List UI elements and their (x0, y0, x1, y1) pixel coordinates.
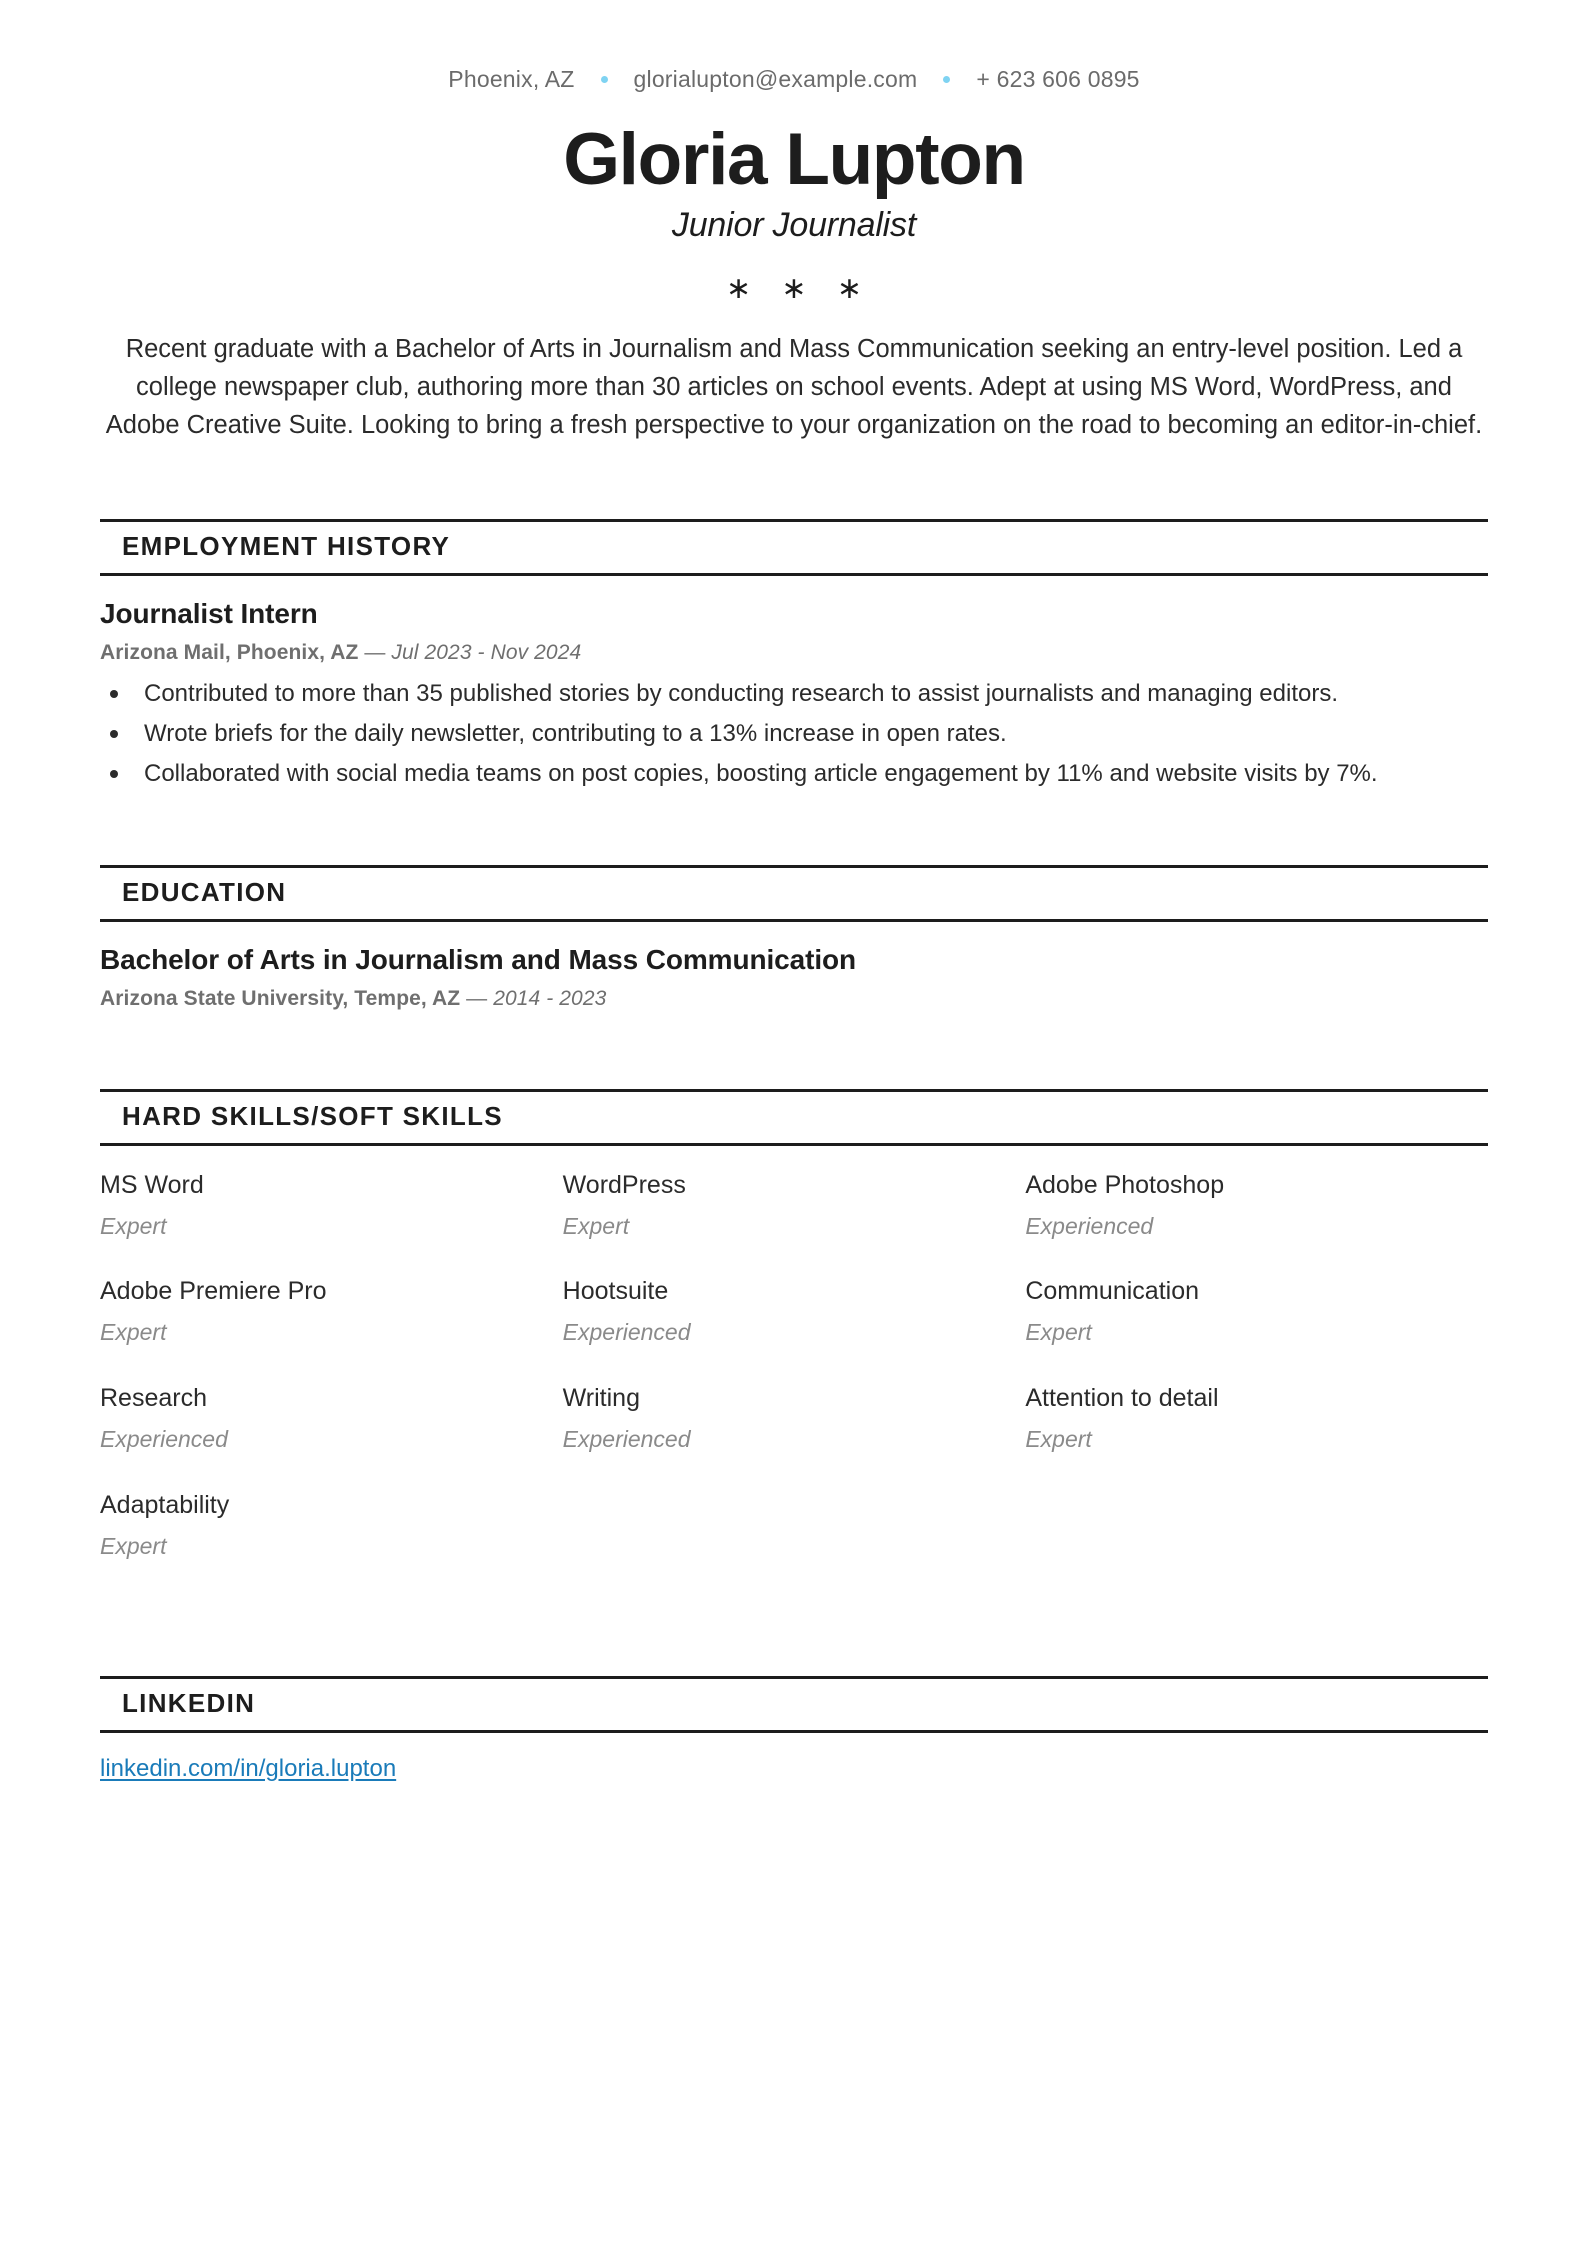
skill-item (1025, 1383, 1488, 1490)
list-item: Contributed to more than 35 published stories by conducting research to assist journalists and managing editors. (100, 677, 1488, 711)
employment-job-title: Journalist Intern (100, 598, 318, 630)
section-linkedin (100, 1676, 1488, 1783)
candidate-job-title: Junior Journalist (671, 206, 917, 245)
contact-line (0, 0, 1588, 93)
skill-name: Communication (1025, 1277, 1200, 1306)
linkedin-profile-link[interactable]: linkedin.com/in/gloria.lupton (100, 1754, 397, 1782)
skills-grid (100, 1170, 1488, 1596)
contact-phone: + 623 606 0895 (976, 66, 1140, 92)
list-item: Collaborated with social media teams on post copies, boosting article engagement by 11% and website visits by 7%. (100, 757, 1488, 791)
professional-summary: Recent graduate with a Bachelor of Arts in Journalism and Mass Communication seeking an entry-level position. Led a college newspaper club, authoring more than 30 articles on school events. Adept at using MS Word, WordPress, and Adobe Creative Suite. Looking to bring a fresh perspective to your organization on the road to becoming an editor-in-chief. (105, 335, 1483, 440)
employment-dates: Jul 2023 - Nov 2024 (391, 641, 582, 665)
skill-item (100, 1276, 563, 1383)
skill-level: Experienced (100, 1425, 228, 1452)
education-entry (100, 944, 1488, 1011)
skill-level: Expert (100, 1212, 167, 1239)
skill-name: Adobe Photoshop (1025, 1170, 1225, 1199)
list-item: Wrote briefs for the daily newsletter, contributing to a 13% increase in open rates. (100, 717, 1488, 751)
skill-name: Hootsuite (562, 1277, 669, 1306)
skill-level: Experienced (1025, 1212, 1154, 1239)
skill-level: Expert (100, 1532, 167, 1559)
section-header-skills (100, 1089, 1488, 1146)
skill-level: Experienced (562, 1425, 691, 1452)
skill-item (563, 1170, 1026, 1277)
skill-name: MS Word (100, 1170, 204, 1199)
skill-item (1025, 1170, 1488, 1277)
linkedin-link-row (100, 1755, 1488, 1783)
education-dates: 2014 - 2023 (493, 987, 607, 1010)
skill-level: Expert (1025, 1425, 1092, 1452)
section-title-education: EDUCATION (122, 877, 287, 908)
candidate-name: Gloria Lupton (563, 119, 1025, 200)
skill-level: Experienced (562, 1319, 691, 1346)
contact-separator-dot-icon (943, 76, 950, 83)
skill-item (563, 1383, 1026, 1490)
employment-meta-dash: — (364, 641, 386, 665)
skill-item (100, 1490, 563, 1597)
section-header-education (100, 865, 1488, 922)
skill-name: Research (100, 1383, 207, 1412)
skill-item (100, 1383, 563, 1490)
contact-separator-dot-icon (601, 76, 608, 83)
employment-organization: Arizona Mail, Phoenix, AZ (100, 641, 359, 665)
skill-name: Adobe Premiere Pro (100, 1277, 327, 1306)
skill-level: Expert (562, 1212, 630, 1239)
section-employment-history (100, 519, 1488, 791)
skill-level: Expert (1025, 1319, 1092, 1346)
skill-item (1025, 1276, 1488, 1383)
section-skills (100, 1089, 1488, 1596)
section-title-skills: HARD SKILLS/SOFT SKILLS (122, 1101, 503, 1131)
education-institution: Arizona State University, Tempe, AZ (100, 987, 461, 1010)
contact-location: Phoenix, AZ (448, 66, 575, 92)
asterisk-divider-icon: ∗ ∗ ∗ (725, 272, 874, 306)
section-header-linkedin (100, 1676, 1488, 1733)
skill-name: Adaptability (100, 1490, 230, 1519)
section-education (100, 865, 1488, 1011)
skill-item (100, 1170, 563, 1277)
education-meta-dash: — (466, 987, 488, 1010)
employment-meta (100, 641, 1488, 665)
section-title-employment: EMPLOYMENT HISTORY (122, 531, 451, 562)
employment-entry (100, 598, 1488, 791)
skill-name: Writing (562, 1383, 640, 1412)
employment-bullet-list (100, 677, 1488, 791)
resume-body (100, 519, 1488, 1782)
contact-email[interactable]: glorialupton@example.com (633, 66, 918, 92)
skill-name: WordPress (562, 1170, 686, 1199)
section-title-linkedin: LINKEDIN (122, 1688, 256, 1719)
skill-level: Expert (100, 1319, 167, 1346)
skill-name: Attention to detail (1025, 1383, 1219, 1412)
section-header-employment (100, 519, 1488, 576)
skill-item (563, 1276, 1026, 1383)
education-meta (100, 987, 1488, 1011)
education-degree: Bachelor of Arts in Journalism and Mass Communication (100, 944, 857, 975)
